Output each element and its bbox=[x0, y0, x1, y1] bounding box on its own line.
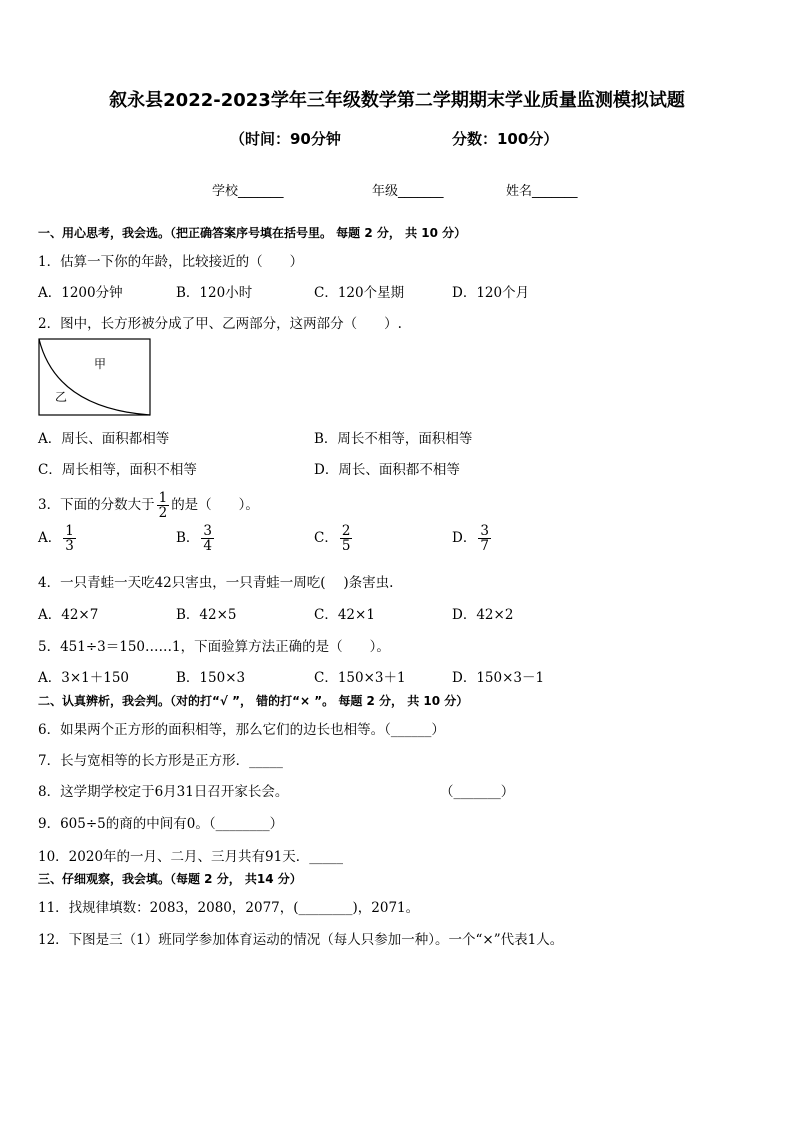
figure-label-jia: 甲 bbox=[94, 357, 107, 371]
school-field: 学校_______ bbox=[212, 184, 284, 199]
q2-option-a: A．周长、面积都相等 bbox=[38, 431, 170, 447]
q2-option-c: C．周长相等，面积不相等 bbox=[38, 462, 197, 478]
fraction-denominator: 2 bbox=[158, 505, 168, 522]
q4-option-d: D．42×2 bbox=[452, 607, 514, 623]
option-letter: C． bbox=[314, 530, 338, 547]
q11-text: 11．找规律填数：2083，2080，2077，(________)，2071。 bbox=[38, 900, 420, 916]
q2-option-b: B．周长不相等，面积相等 bbox=[314, 431, 473, 447]
section3-heading: 三、仔细观察，我会填。（每题 2 分， 共14 分） bbox=[38, 872, 302, 886]
fraction-denominator: 7 bbox=[480, 538, 489, 555]
q3-option-d bbox=[452, 524, 493, 553]
section1-heading: 一、用心思考，我会选。（把正确答案序号填在括号里。 每题 2 分， 共 10 分） bbox=[38, 226, 467, 240]
fraction-denominator: 3 bbox=[65, 538, 74, 555]
section2-heading: 二、认真辨析，我会判。（对的打“√ ”， 错的打“× ”。 每题 2 分， 共 10 分） bbox=[38, 694, 469, 708]
exam-time: （时间：90分钟 bbox=[230, 130, 341, 148]
q5-option-b: B．150×3 bbox=[176, 670, 246, 686]
option-letter: B． bbox=[176, 530, 200, 547]
q3-suffix: 的是（ ）。 bbox=[171, 497, 259, 514]
q2-rectangle-figure bbox=[38, 338, 152, 422]
fraction-numerator: 1 bbox=[65, 523, 74, 539]
q9-text: 9．605÷5的商的中间有0。（________） bbox=[38, 816, 284, 832]
fraction-numerator: 3 bbox=[480, 523, 489, 539]
fraction-denominator: 4 bbox=[203, 538, 213, 555]
q5-option-a: A．3×1＋150 bbox=[38, 670, 130, 686]
q2-text: 2．图中，长方形被分成了甲、乙两部分，这两部分（ ）. bbox=[38, 316, 402, 332]
q3-fraction bbox=[157, 491, 170, 520]
figure-label-yi: 乙 bbox=[55, 390, 68, 404]
page-title: 叙永县2022-2023学年三年级数学第二学期期末学业质量监测模拟试题 bbox=[109, 90, 685, 111]
q5-text: 5．451÷3＝150……1，下面验算方法正确的是（ ）。 bbox=[38, 639, 390, 655]
q3-option-b bbox=[176, 524, 216, 553]
option-letter: D． bbox=[452, 530, 477, 547]
name-field: 姓名_______ bbox=[506, 184, 578, 199]
q1-option-d: D．120个月 bbox=[452, 285, 530, 301]
fraction-numerator: 3 bbox=[203, 523, 213, 539]
q4-option-c: C．42×1 bbox=[314, 607, 375, 623]
q3-option-c bbox=[314, 524, 354, 553]
q8-text: 8．这学期学校定于6月31日召开家长会。 bbox=[38, 784, 289, 800]
exam-score: 分数：100分） bbox=[452, 130, 559, 148]
grade-field: 年级_______ bbox=[372, 184, 444, 199]
q1-option-a: A．1200分钟 bbox=[38, 285, 123, 301]
q10-text: 10．2020年的一月、二月、三月共有91天．_____ bbox=[38, 849, 343, 865]
q6-text: 6．如果两个正方形的面积相等，那么它们的边长也相等。（______） bbox=[38, 722, 445, 738]
fraction-numerator: 2 bbox=[341, 523, 351, 539]
q5-option-d: D．150×3－1 bbox=[452, 670, 545, 686]
rectangle-diagram bbox=[38, 338, 152, 418]
q4-option-b: B．42×5 bbox=[176, 607, 237, 623]
q1-option-c: C．120个星期 bbox=[314, 285, 405, 301]
q8-answer-blank: （_______） bbox=[440, 784, 515, 800]
q1-text: 1．估算一下你的年龄，比较接近的（ ） bbox=[38, 254, 304, 270]
q1-option-b: B．120小时 bbox=[176, 285, 253, 301]
q3-prefix: 3．下面的分数大于 bbox=[38, 497, 155, 514]
fraction-denominator: 5 bbox=[341, 538, 351, 555]
q3-text bbox=[38, 491, 259, 520]
fraction-numerator: 1 bbox=[158, 490, 168, 506]
q12-text: 12．下图是三（1）班同学参加体育运动的情况（每人只参加一种）。一个“×”代表1人。 bbox=[38, 932, 564, 948]
q3-option-a bbox=[38, 524, 78, 553]
option-letter: A． bbox=[38, 530, 62, 547]
q5-option-c: C．150×3＋1 bbox=[314, 670, 406, 686]
q4-option-a: A．42×7 bbox=[38, 607, 99, 623]
q4-text: 4．一只青蛙一天吃42只害虫，一只青蛙一周吃( )条害虫. bbox=[38, 575, 394, 591]
q2-option-d: D．周长、面积都不相等 bbox=[314, 462, 460, 478]
q7-text: 7．长与宽相等的长方形是正方形．_____ bbox=[38, 753, 283, 769]
